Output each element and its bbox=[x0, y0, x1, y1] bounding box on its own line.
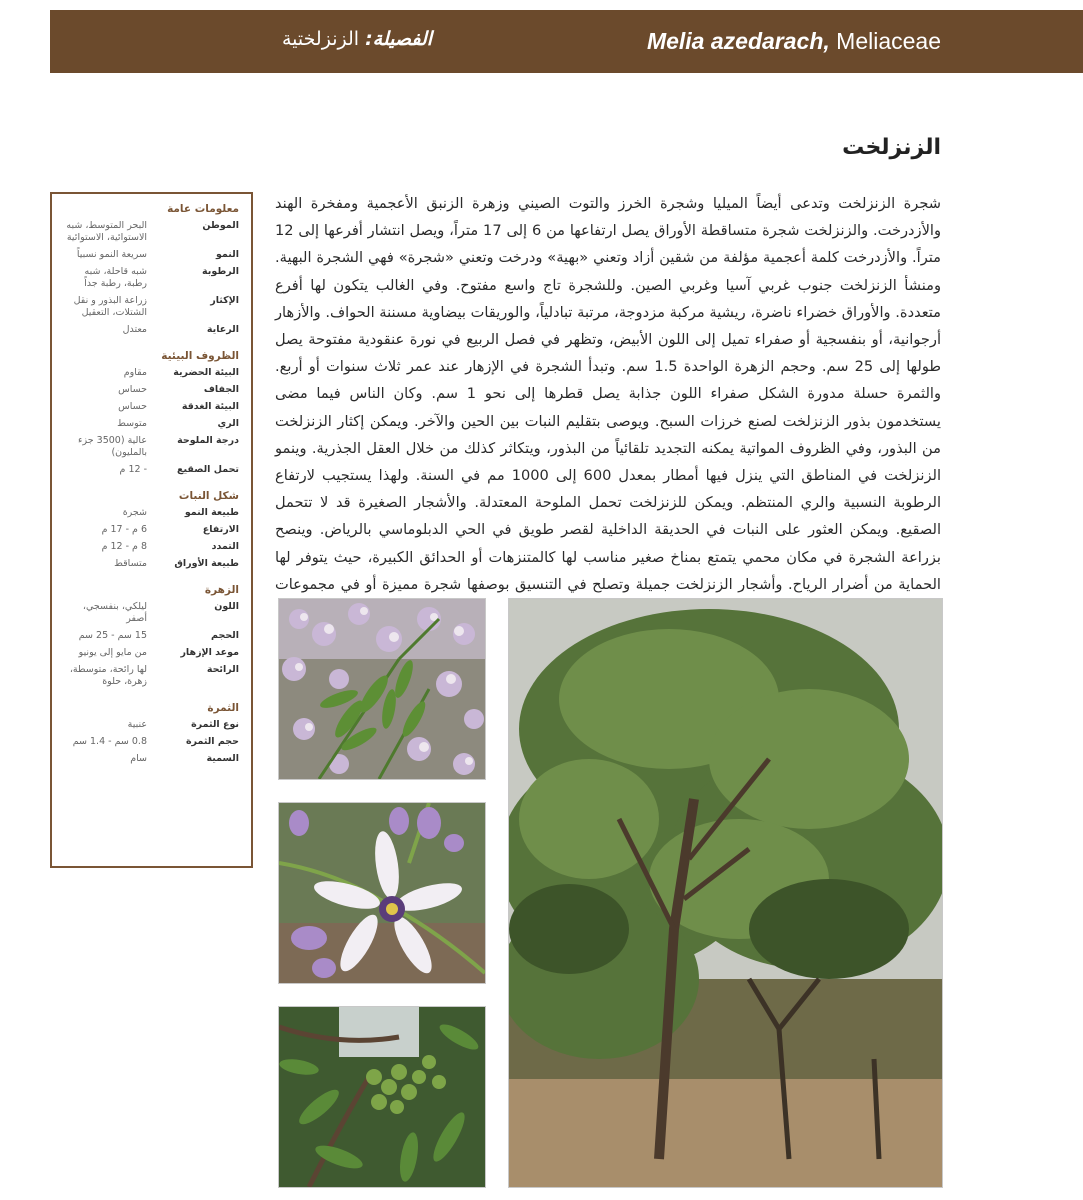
info-row bbox=[60, 647, 239, 659]
flower-closeup-photo bbox=[278, 802, 486, 984]
info-row bbox=[60, 464, 239, 476]
info-value: 15 سم - 25 سم bbox=[78, 630, 147, 641]
info-value: متوسط bbox=[117, 418, 147, 429]
info-value: شجرة bbox=[122, 507, 147, 518]
info-box bbox=[50, 192, 253, 868]
info-label: حجم الثمرة bbox=[185, 736, 239, 747]
info-section-flower bbox=[60, 584, 239, 688]
family-latin: Meliaceae bbox=[829, 28, 941, 54]
info-row bbox=[60, 541, 239, 553]
info-row bbox=[60, 401, 239, 413]
flower-cluster-photo bbox=[278, 598, 486, 780]
info-label: الموطن bbox=[202, 220, 239, 231]
info-label: البيئة الحضرية bbox=[173, 367, 239, 378]
family-value: الزنزلختية bbox=[282, 28, 366, 50]
info-label: الحجم bbox=[211, 630, 239, 641]
info-row bbox=[60, 249, 239, 261]
info-label: موعد الإزهار bbox=[180, 647, 239, 658]
info-value: مقاوم bbox=[123, 367, 147, 378]
info-label: طبيعة النمو bbox=[184, 507, 239, 518]
species-name: Melia azedarach, bbox=[646, 28, 830, 54]
info-value: - 12 م bbox=[119, 464, 147, 475]
info-section-shape bbox=[60, 490, 239, 570]
info-row bbox=[60, 719, 239, 731]
tree-photo bbox=[508, 598, 943, 1188]
info-value: 0.8 سم - 1.4 سم bbox=[72, 736, 147, 747]
info-label: تحمل الصقيع bbox=[177, 464, 239, 475]
info-value: زراعة البذور و نقل الشتلات، التعقيل bbox=[73, 295, 147, 318]
info-section-environment bbox=[60, 350, 239, 476]
info-row bbox=[60, 601, 239, 625]
info-value: البحر المتوسط، شبه الاستوائية، الاستوائية bbox=[66, 220, 147, 243]
info-label: الري bbox=[217, 418, 239, 429]
info-label: السمية bbox=[206, 753, 239, 764]
info-label: الإكثار bbox=[210, 295, 239, 306]
info-value: متساقط bbox=[114, 558, 147, 569]
info-section-title: الزهرة bbox=[204, 584, 239, 596]
family-label: الفصيلة: bbox=[365, 28, 433, 50]
info-value: عنبية bbox=[127, 719, 147, 730]
info-value: 8 م - 12 م bbox=[101, 541, 147, 552]
info-row bbox=[60, 295, 239, 319]
info-row bbox=[60, 736, 239, 748]
info-value: 6 م - 17 م bbox=[101, 524, 147, 535]
info-row bbox=[60, 435, 239, 459]
info-value: معتدل bbox=[122, 324, 147, 335]
info-value: سام bbox=[130, 753, 147, 764]
info-value: شبه قاحلة، شبه رطبة، رطبة جداً bbox=[84, 266, 147, 289]
info-row bbox=[60, 630, 239, 642]
info-label: الرطوبة bbox=[202, 266, 239, 277]
description-text: شجرة الزنزلخت وتدعى أيضاً الميليا وشجرة الخرز والتوت الصيني وزهرة الزنبق الأعجمية ومفخرة الهند والأزدرخت. والزنزلخت شجرة متساقطة الأوراق يصل ارتفاعها من 6 إلى 17 متراً، ويصل انتشار أفرعها إلى 12 متراً. والأزدرخت كلمة أعجمية مؤلفة من شقين أزاد وتعني «بهية» ودرخت وتعني «شجرة» فهي الشجرة البهية. ومنشأ الزنزلخت جنوب غربي آسيا وغربي الصين. وللشجرة تاج واسع مفتوح. وفي الغالب يتكون لها أفرع متعددة. والأوراق خضراء ناضرة، ريشية مركبة مزدوجة، مرتبة تبادلياً، والوريقات بيضاوية مسننة الحواف. والأزهار أرجوانية، أو بنفسجية أو صفراء تميل إلى اللون الأبيض، وتظهر في فصل الربيع في نورة عنقودية مفتوحة يصل طولها إلى 25 سم. وحجم الزهرة الواحدة 1.5 سم. وتبدأ الشجرة في الإزهار عند عمر ثلاث سنوات أو أربع. والثمرة حسلة مدورة الشكل صفراء اللون جذابة يصل قطرها إلى نحو 1 سم. وكان الناس فيما مضى يستخدمون بذور الزنزلخت لصنع خرزات السبح. ويوصى بتقليم النبات بين الحين والآخر. ويمكن إكثار الزنزلخت من البذور، وفي الظروف المواتية يمكنه التجديد تلقائياً من البذور، ويتكاثر كذلك من خلال العقل الجذرية. وينمو الزنزلخت في المناطق التي ينزل فيها أمطار بمعدل 600 إلى 1000 مم في السنة. ولهذا يستجيب لارتفاع الرطوبة النسبية والري المنتظم. ويمكن للزنزلخت تحمل الملوحة المعتدلة. والأشجار الصغيرة قد لا تتحمل الصقيع. ويمكن العثور على النبات في الحديقة الداخلية لقصر طويق في الحي الدبلوماسي بالرياض. وينصح بزراعة الشجرة في مكان محمي يتمتع بمناخ صغير مناسب لها كالمتنزهات أو الحدائق الكبيرة، حيث يتوفر لها الحماية من أضرار الرياح. وأشجار الزنزلخت جميلة وتصلح في التنسيق بوصفها شجرة مميزة أو في مجموعات bbox=[275, 195, 942, 593]
info-label: الرعاية bbox=[206, 324, 239, 335]
info-label: طبيعة الأوراق bbox=[174, 558, 239, 569]
info-label: درجة الملوحة bbox=[177, 435, 239, 446]
info-label: النمو bbox=[215, 249, 239, 260]
info-value: عالية (3500 جزء بالمليون) bbox=[78, 435, 147, 458]
info-section-general bbox=[60, 203, 239, 336]
info-label: الارتفاع bbox=[202, 524, 239, 535]
info-section-fruit bbox=[60, 702, 239, 765]
info-section-title: الظروف البيئية bbox=[161, 350, 239, 362]
info-row bbox=[60, 220, 239, 244]
info-section-title: الثمرة bbox=[207, 702, 239, 714]
info-value: ليلكي، بنفسجي، أصفر bbox=[82, 601, 147, 624]
info-value: حساس bbox=[118, 401, 147, 412]
info-row bbox=[60, 367, 239, 379]
info-label: الرائحة bbox=[206, 664, 239, 675]
info-label: البيئة الغدقة bbox=[181, 401, 239, 412]
header-bar bbox=[50, 10, 1083, 73]
info-value: حساس bbox=[118, 384, 147, 395]
info-row bbox=[60, 418, 239, 430]
info-label: التمدد bbox=[211, 541, 239, 552]
info-section-title: شكل النبات bbox=[178, 490, 239, 502]
page-title: الزنزلخت bbox=[842, 135, 941, 160]
info-section-title: معلومات عامة bbox=[167, 203, 239, 215]
info-label: نوع الثمرة bbox=[191, 719, 239, 730]
info-row bbox=[60, 384, 239, 396]
info-row bbox=[60, 524, 239, 536]
fruit-cluster-photo bbox=[278, 1006, 486, 1188]
info-label: اللون bbox=[214, 601, 239, 612]
info-row bbox=[60, 753, 239, 765]
info-label: الجفاف bbox=[203, 384, 239, 395]
info-value: لها رائحة، متوسطة، زهرة، حلوة bbox=[69, 664, 147, 687]
info-value: من مايو إلى يونيو bbox=[78, 647, 147, 658]
info-row bbox=[60, 558, 239, 570]
family-arabic bbox=[282, 28, 432, 50]
info-row bbox=[60, 664, 239, 688]
info-row bbox=[60, 507, 239, 519]
info-row bbox=[60, 324, 239, 336]
scientific-name bbox=[647, 28, 941, 55]
info-value: سريعة النمو نسبياً bbox=[76, 249, 147, 260]
info-row bbox=[60, 266, 239, 290]
